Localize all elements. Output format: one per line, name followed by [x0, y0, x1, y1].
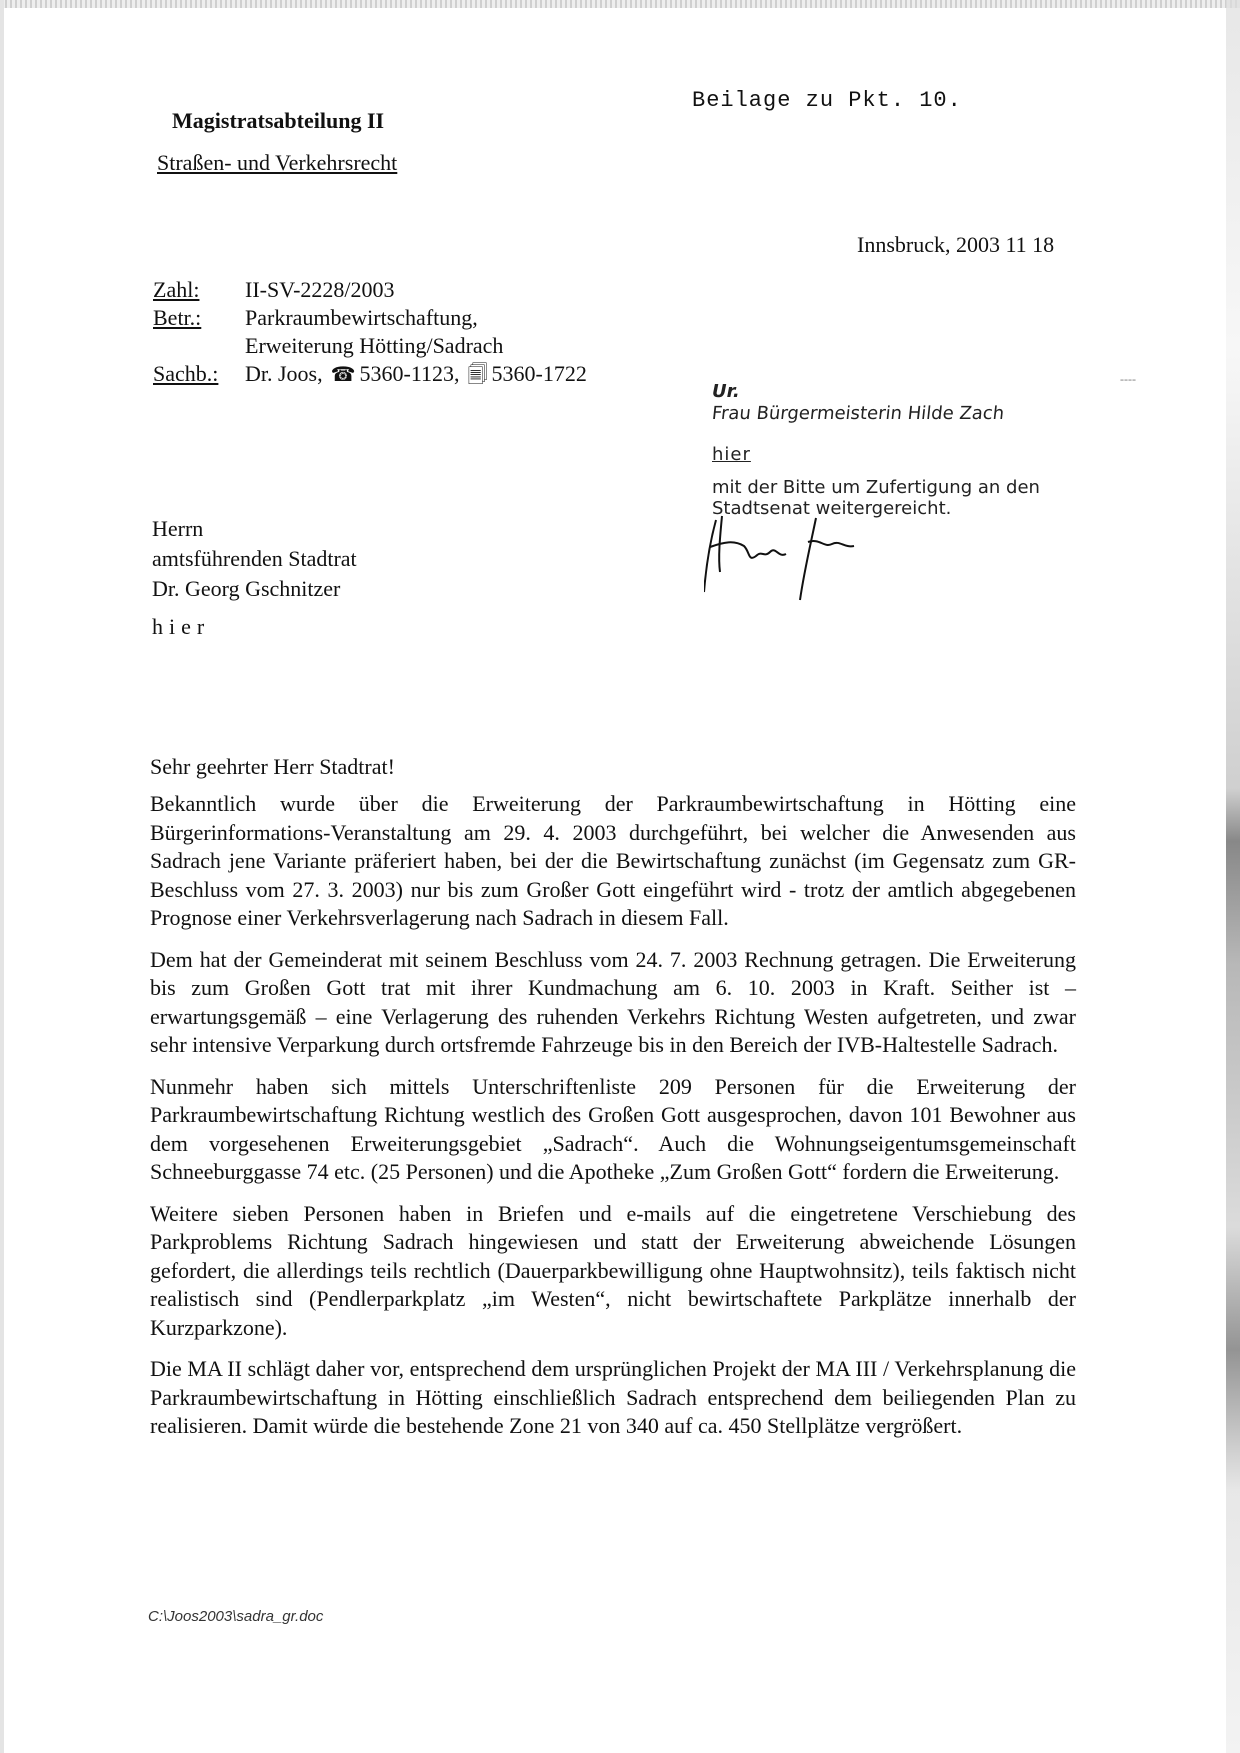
place-date: Innsbruck, 2003 11 18	[857, 232, 1055, 257]
zahl-label: Zahl:	[153, 277, 200, 302]
ref-row-sachb	[153, 360, 587, 389]
stamp-line-4: mit der Bitte um Zufertigung an den Stadtsenat weitergereicht.	[712, 477, 1040, 519]
sachb-name: Dr. Joos,	[245, 361, 323, 386]
fax-number: 5360-1722	[491, 361, 587, 386]
file-path: C:\Joos2003\sadra_gr.doc	[148, 1608, 324, 1625]
betr-label: Betr.:	[153, 305, 202, 330]
phone-number: 5360-1123,	[359, 361, 460, 386]
department-division: Straßen- und Verkehrsrecht	[157, 150, 398, 175]
stamp-line-1: Ur.	[712, 381, 740, 402]
reference-block	[153, 276, 587, 389]
handwritten-signature	[704, 512, 894, 602]
ref-row-zahl	[153, 276, 587, 304]
telephone-icon: ☎	[330, 364, 356, 386]
sachb-value	[245, 360, 587, 389]
stamp-line-2: Frau Bürgermeisterin Hilde Zach	[710, 403, 1006, 424]
paragraph: Nunmehr haben sich mittels Unterschriftenliste 209 Personen für die Erweiterung der Parkraumbewirtschaftung Richtung westlich des Großen Gott ausgesprochen, davon 101 Bewohner aus dem vorgesehenen Erweiterungsgebiet „Sadrach“. Auch die Wohnungseigentumsgemeinschaft Schneeburggasse 74 etc. (25 Personen) und die Apotheke „Zum Großen Gott“ fordern die Erweiterung.	[150, 1073, 1076, 1184]
addressee-hier: hier	[152, 614, 211, 639]
scan-mark: ‐‐‐‐	[1120, 372, 1136, 386]
ref-row-betr	[153, 304, 587, 360]
forwarding-stamp	[712, 381, 1132, 519]
scan-edge-left	[0, 0, 4, 1753]
salutation: Sehr geehrter Herr Stadtrat!	[150, 754, 395, 779]
addressee-line-2: amtsführenden Stadtrat	[152, 546, 357, 571]
betr-line-1: Parkraumbewirtschaftung,	[245, 305, 478, 330]
paragraph: Bekanntlich wurde über die Erweiterung der Parkraumbewirtschaftung in Hötting eine Bürgerinformations-Veranstaltung am 29. 4. 2003 durchgeführt, bei welcher die Anwesenden aus Sadrach jene Variante präferiert haben, bei der die Bewirtschaftung zunächst (im Gegensatz zum GR-Beschluss vom 27. 3. 2003) nur bis zum Großer Gott eingeführt wird - trotz der amtlich abgegebenen Prognose einer Verkehrsverlagerung nach Sadrach in diesem Fall.	[150, 791, 1076, 930]
sachb-label: Sachb.:	[153, 361, 219, 386]
paragraph: Dem hat der Gemeinderat mit seinem Beschluss vom 24. 7. 2003 Rechnung getragen. Die Erweiterung bis zum Großen Gott trat mit ihrer Kundmachung am 6. 10. 2003 in Kraft. Seither ist – erwartungsgemäß – eine Verlagerung des ruhenden Verkehrs Richtung Westen aufgetreten, und zwar sehr intensive Verparkung durch ortsfremde Fahrzeuge bis in den Bereich der IVB-Haltestelle Sadrach.	[150, 946, 1076, 1057]
letter-body	[150, 790, 1076, 1454]
betr-line-2: Erweiterung Hötting/Sadrach	[245, 333, 504, 358]
addressee-block	[152, 514, 357, 604]
scan-edge-right	[1226, 0, 1240, 1753]
paragraph: Die MA II schlägt daher vor, entsprechend dem ursprünglichen Projekt der MA III / Verkehrsplanung die Parkraumbewirtschaftung in Hötting einschließlich Sadrach entsprechend dem beiliegenden Plan zu realisieren. Damit würde die bestehende Zone 21 von 340 auf ca. 450 Stellplätze vergrößert.	[150, 1356, 1076, 1438]
stamp-line-3: hier	[712, 444, 751, 465]
addressee-line-1: Herrn	[152, 516, 204, 541]
zahl-value: II-SV-2228/2003	[245, 277, 395, 302]
department-title: Magistratsabteilung II	[172, 108, 385, 133]
betr-value	[245, 304, 587, 360]
attachment-note: Beilage zu Pkt. 10.	[692, 88, 962, 113]
fax-icon: 🗐	[467, 364, 488, 386]
scan-edge-top	[0, 0, 1240, 8]
addressee-line-3: Dr. Georg Gschnitzer	[152, 576, 341, 601]
paragraph: Weitere sieben Personen haben in Briefen und e-mails auf die eingetretene Verschiebung des Parkproblems Richtung Sadrach hingewiesen und statt der Erweiterung abweichende Lösungen gefordert, die allerdings teils rechtlich (Dauerparkbewilligung ohne Hauptwohnsitz), teils faktisch nicht realistisch sind (Pendlerparkplatz „im Westen“, nicht bewirtschaftete Parkplätze innerhalb der Kurzparkzone).	[150, 1200, 1076, 1340]
